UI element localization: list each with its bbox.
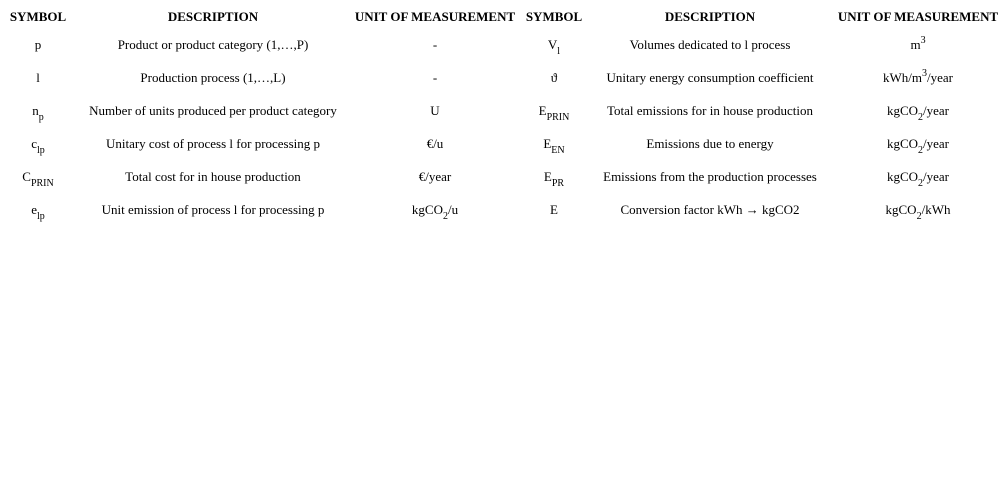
unit-cell-right [832,61,1004,94]
unit-tail: /year [927,69,953,85]
symbol-cell-right [520,61,588,94]
header-description-right: DESCRIPTION [664,9,756,24]
unit-text: kgCO [885,201,917,217]
header-symbol-left: SYMBOL [9,9,67,24]
unit-cell-left [350,94,520,127]
unit-text: U [430,102,440,118]
unit-cell-right [832,28,1004,61]
unit-text: kWh/m [883,69,922,85]
table-row [0,127,1004,160]
unit-cell-right [832,160,1004,193]
unit-tail: /u [447,201,459,217]
description-cell-left: Product or product category (1,…,P) [117,36,309,52]
header-unit-left: UNIT OF MEASUREMENT [354,9,516,24]
symbol-cell-right [520,193,588,226]
description-cell-right: Total emissions for in house production [607,102,813,118]
symbol-cell-left [0,94,76,127]
symbol: E [550,201,558,217]
symbol-cell-left [0,28,76,61]
symbol-cell-right [520,28,588,61]
unit-text: - [432,36,438,52]
description-cell-right: Conversion factor kWh → kgCO2 [620,201,800,217]
symbol: l [36,69,40,85]
symbol: c [31,135,37,151]
header-description-left: DESCRIPTION [167,9,259,24]
symbol-subscript: PR [551,177,565,189]
unit-text: €/year [418,168,452,184]
unit-cell-right [832,193,1004,226]
description-cell-right: Emissions due to energy [646,135,774,151]
description-cell-left: Total cost for in house production [125,168,301,184]
header-symbol-right: SYMBOL [525,9,583,24]
unit-subscript: 2 [918,111,924,123]
description-cell-right: Unitary energy consumption coefficient [606,69,814,85]
symbol: n [32,102,39,118]
unit-cell-right [832,127,1004,160]
symbol-subscript: lp [37,144,45,156]
unit-text: kgCO [886,102,919,118]
description-cell-left: Production process (1,…,L) [140,69,286,85]
table-row [0,94,1004,127]
table-row [0,28,1004,61]
symbol-cell-left [0,61,76,94]
symbol-cell-left [0,160,76,193]
symbol: C [22,168,31,184]
unit-text: €/u [426,135,444,151]
table-row [0,193,1004,226]
description-cell-left: Unit emission of process l for processing p [101,201,325,217]
symbol-subscript: EN [551,144,565,156]
symbol: E [543,168,552,184]
symbol-subscript: lp [37,210,45,222]
symbol-subscript: l [557,45,561,57]
unit-text: kgCO [411,201,443,217]
symbol-cell-right [520,160,588,193]
unit-text: kgCO [886,168,919,184]
unit-cell-left [350,160,520,193]
unit-subscript: 2 [442,210,448,222]
symbol-subscript: p [38,111,44,123]
unit-text: m [910,36,921,52]
unit-tail: /year [923,168,950,184]
unit-cell-left [350,193,520,226]
unit-subscript: 2 [918,177,924,189]
symbol-subscript: PRIN [546,111,570,123]
symbol: E [543,135,552,151]
symbol: V [547,36,558,52]
header-row [0,6,1004,28]
unit-text: kgCO [886,135,919,151]
unit-superscript: 3 [920,34,926,46]
unit-subscript: 2 [918,144,924,156]
symbol: p [34,36,42,52]
unit-cell-left [350,127,520,160]
unit-tail: /year [923,102,950,118]
table-body [0,28,1004,226]
description-cell-right: Volumes dedicated to l process [629,36,791,52]
description-cell-left: Number of units produced per product category [89,102,337,118]
symbols-table [0,6,1004,226]
symbol-cell-left [0,127,76,160]
description-cell-right: Emissions from the production processes [603,168,817,184]
unit-cell-right [832,94,1004,127]
unit-cell-left [350,28,520,61]
symbol-cell-right [520,127,588,160]
symbol: E [538,102,547,118]
header-unit-right: UNIT OF MEASUREMENT [837,9,999,24]
table-row [0,160,1004,193]
description-cell-left: Unitary cost of process l for processing p [105,135,321,151]
unit-tail: /kWh [921,201,951,217]
unit-tail: /year [923,135,950,151]
unit-text: - [432,69,438,85]
symbol-cell-right [520,94,588,127]
symbol: e [31,201,37,217]
symbol: ϑ [550,69,558,85]
unit-cell-left [350,61,520,94]
symbol-cell-left [0,193,76,226]
symbol-subscript: PRIN [30,177,54,189]
unit-superscript: 3 [922,67,927,79]
table-row [0,61,1004,94]
unit-subscript: 2 [916,210,922,222]
